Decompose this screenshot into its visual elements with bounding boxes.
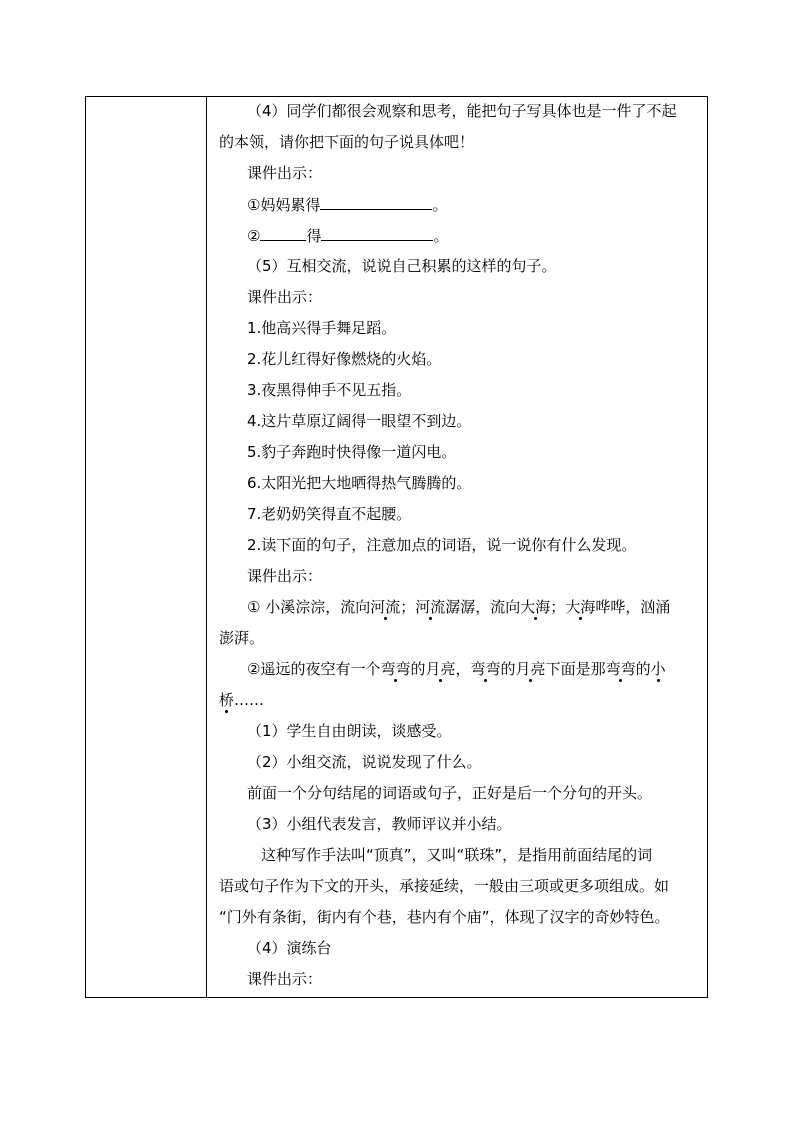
example-sentence: 6.太阳光把大地晒得热气腾腾的。 [247, 474, 472, 492]
example-sentence: 1.他高兴得手舞足蹈。 [247, 319, 397, 337]
table-left-cell [86, 97, 207, 997]
task-2: （2）小组交流，说说发现了什么。 [247, 753, 482, 771]
step-5: （5）互相交流，说说自己积累的这样的句子。 [247, 257, 557, 275]
reading-task: 2.读下面的句子，注意加点的词语，说一说你有什么发现。 [247, 536, 637, 554]
task-1: （1）学生自由朗读，谈感受。 [247, 722, 452, 740]
example-sentence: 7.老奶奶笑得直不起腰。 [247, 505, 412, 523]
courseware-label: 课件出示： [247, 567, 323, 585]
example-sentence: 4.这片草原辽阔得一眼望不到边。 [247, 412, 472, 430]
summary-line-3: “门外有条街，街内有个巷，巷内有个庙”，体现了汉字的奇妙特色。 [219, 908, 670, 926]
blank-line [320, 194, 432, 210]
task-2-answer: 前面一个分句结尾的词语或句子，正好是后一个分句的开头。 [247, 784, 653, 802]
courseware-label: 课件出示： [247, 970, 323, 988]
fill-blank-1: ①妈妈累得 。 [247, 196, 448, 214]
dotted-sentence-2-line-1: ②遥远的夜空有一个弯弯的月亮，弯弯的月亮下面是那弯弯的小 [247, 660, 666, 678]
lesson-table [85, 96, 708, 998]
summary-line-1: 这种写作手法叫“顶真”，又叫“联珠”，是指用前面结尾的词 [261, 846, 653, 864]
task-4: （4）演练台 [247, 939, 332, 957]
summary-line-2: 语或句子作为下文的开头，承接延续，一般由三项或更多项组成。如 [219, 877, 670, 895]
step-4-line-1: （4）同学们都很会观察和思考，能把句子写具体也是一件了不起 [247, 102, 677, 120]
blank-line [321, 225, 433, 241]
fill-blank-2: ② 得 。 [247, 227, 449, 245]
table-right-cell [207, 97, 707, 997]
dotted-sentence-2-line-2: 桥…… [219, 691, 265, 709]
task-3: （3）小组代表发言，教师评议并小结。 [247, 815, 512, 833]
courseware-label: 课件出示： [247, 288, 323, 306]
dotted-sentence-1-line-1: ① 小溪淙淙，流向河流；河流潺潺，流向大海；大海哗哗，汹涌 [247, 598, 671, 616]
step-4-line-2: 的本领，请你把下面的句子说具体吧！ [219, 133, 475, 151]
courseware-label: 课件出示： [247, 164, 323, 182]
example-sentence: 3.夜黑得伸手不见五指。 [247, 381, 412, 399]
dotted-sentence-1-line-2: 澎湃。 [219, 629, 265, 647]
blank-line [260, 225, 306, 241]
example-sentence: 2.花儿红得好像燃烧的火焰。 [247, 350, 442, 368]
example-sentence: 5.豹子奔跑时快得像一道闪电。 [247, 443, 457, 461]
